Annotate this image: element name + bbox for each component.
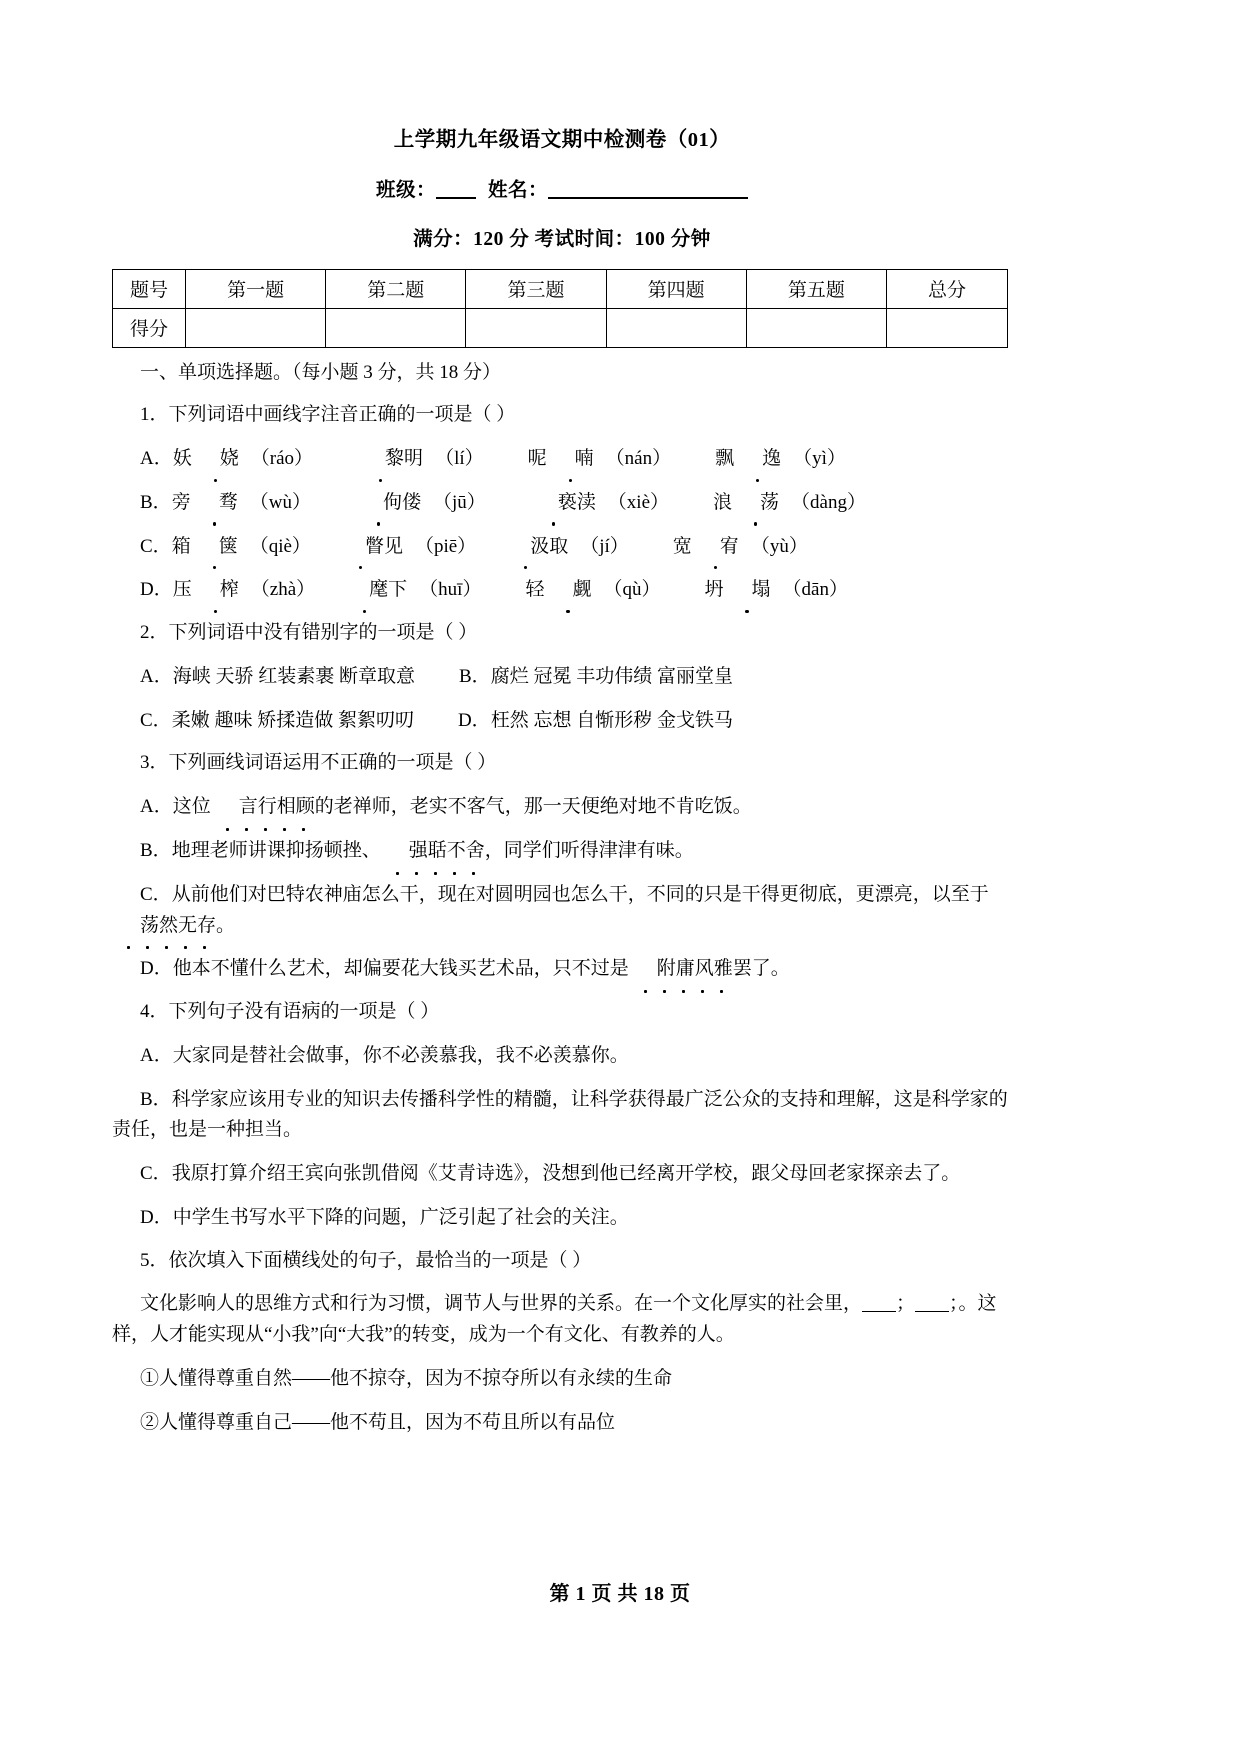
question-4-option-d[interactable] [112,1203,1012,1234]
emphasis-char: 逸 [734,444,781,475]
table-row-header [113,269,1008,308]
fill-blank-1[interactable] [862,1311,896,1312]
class-label: 班级： [375,179,436,201]
question-1-option-b[interactable] [112,488,1012,519]
score-cell-total[interactable] [887,308,1008,347]
question-1-option-d[interactable] [112,575,1012,606]
opt-text: 中学生书写水平下降的问题，广泛引起了社会的关注。 [172,1206,629,1228]
emphasis-char: 骛 [191,488,238,519]
emphasis-char: 黎 [357,444,404,475]
pinyin: （yù） [750,535,808,557]
score-cell-2[interactable] [326,308,466,347]
emphasis-phrase: 强聒不舍 [381,836,485,867]
name-blank[interactable] [548,197,748,199]
score-cell-1[interactable] [186,308,326,347]
pinyin: （piē） [414,535,477,557]
option-letter-d: D． [457,709,491,731]
fill-blank-2[interactable] [915,1311,949,1312]
pinyin: （jū） [432,491,486,513]
emphasis-char: 榨 [192,575,239,606]
question-5-choice-2[interactable]: ②人懂得尊重自己——他不苟且，因为不苟且所以有品位 [140,1411,616,1433]
opt-word-pre: 坍 [704,579,724,601]
option-letter-b: B． [459,665,491,687]
pinyin: （zhà） [250,579,316,601]
option-letter: C． [140,1163,172,1185]
option-letter: D． [140,579,173,601]
name-label: 姓名： [488,179,549,201]
score-cell-3[interactable] [466,308,606,347]
question-4-stem: 4．下列句子没有语病的一项是（ ） [140,1001,440,1023]
opt-word-pre: 箱 [171,535,191,557]
marks-time-line: 满分：120 分 考试时间：100 分钟 [413,228,711,250]
pinyin: （jí） [580,535,629,557]
opt-word-pre: 妖 [172,448,192,470]
opt-text-post: 的老禅师，老实不客气，那一天便绝对地不肯吃饭。 [314,796,752,818]
section-title-note: （每小题 3 分，共 18 分） [292,361,502,383]
opt-word-post: 见 [383,535,403,557]
opt-word-pre: 压 [172,579,192,601]
student-id-line [112,174,1012,202]
question-2-option-a[interactable]: 海峡 天骄 红装素裹 断章取意 [172,665,415,687]
score-table-col-total: 总分 [887,269,1008,308]
question-3-option-b[interactable] [112,836,1012,867]
question-4-option-b[interactable] [112,1085,1012,1147]
opt-word-pre: 宽 [672,535,692,557]
option-letter: B． [140,491,172,513]
emphasis-char: 荡 [732,488,779,519]
pinyin: （lí） [435,448,484,470]
opt-text-post: ，同学们听得津津有味。 [484,840,694,862]
opt-word-pre: 轻 [525,579,545,601]
emphasis-char: 亵 [530,488,577,519]
question-5-stem: 5．依次填入下面横线处的句子，最恰当的一项是（ ） [140,1249,592,1271]
pinyin: （qiè） [249,535,311,557]
question-5-choice-1[interactable]: ①人懂得尊重自然——他不掠夺，因为不掠夺所以有永续的生命 [140,1367,673,1389]
option-letter-c: C． [140,709,172,731]
pinyin: （yì） [793,448,846,470]
question-3-option-a[interactable] [112,792,1012,823]
pinyin: （xiè） [607,491,670,513]
emphasis-char: 瞥 [337,532,384,563]
option-letter: C． [140,535,172,557]
opt-text-post: 。 [216,914,236,936]
option-letter: A． [140,448,173,470]
emphasis-char: 塌 [724,575,771,606]
page-content [112,0,1012,1439]
question-1-option-a[interactable] [112,444,1012,475]
opt-text-pre: 他本不懂什么艺术，却偏要花大钱买艺术品，只不过是 [172,958,629,980]
page-footer: 第 1 页 共 18 页 [549,1583,691,1605]
class-blank[interactable] [436,197,476,199]
question-1-option-c[interactable] [112,532,1012,563]
opt-text-pre: 这位 [172,796,211,818]
score-cell-5[interactable] [746,308,886,347]
emphasis-char: 汲 [502,532,549,563]
score-cell-4[interactable] [606,308,746,347]
passage-part-2: 。这样，人才能实现从“小我”向“大我”的转变，成为一个有文化、有教养的人。 [112,1293,997,1346]
opt-word-post: 取 [549,535,569,557]
pinyin: （dān） [782,579,848,601]
question-1-stem: 1．下列词语中画线字注音正确的一项是（ ） [140,404,516,426]
option-letter: C． [140,883,172,905]
opt-word-pre: 飘 [715,448,735,470]
emphasis-char: 觑 [544,575,591,606]
score-table-row-label-1: 题号 [113,269,186,308]
question-2-stem: 2．下列词语中没有错别字的一项是（ ） [140,622,478,644]
section-title-prefix: 一、单项选择题。 [140,361,293,383]
emphasis-char: 娆 [192,444,239,475]
opt-text-pre: 地理老师讲课抑扬顿挫、 [171,840,381,862]
opt-text: 大家同是替社会做事，你不必羡慕我，我不必羡慕你。 [172,1044,629,1066]
score-table-row-label-2: 得分 [113,308,186,347]
question-2-option-d[interactable]: 枉然 忘想 自惭形秽 金戈铁马 [490,709,733,731]
question-4-option-c[interactable] [112,1159,1012,1190]
emphasis-phrase: 言行相顾 [211,792,315,823]
emphasis-char: 喃 [547,444,594,475]
table-row-scores [113,308,1008,347]
opt-word-post: 偻 [401,491,421,513]
question-3-stem: 3．下列画线词语运用不正确的一项是（ ） [140,752,497,774]
question-3-option-c[interactable] [112,880,1012,942]
passage-part-1: 文化影响人的思维方式和行为习惯，调节人与世界的关系。在一个文化厚实的社会里， [140,1293,863,1315]
question-2-option-row-2 [112,706,1012,737]
pinyin: （nán） [605,448,672,470]
section-heading [112,358,1012,389]
option-letter: B． [140,840,172,862]
page-title: 上学期九年级语文期中检测卷（01） [393,129,731,151]
question-2-option-row-1 [112,662,1012,693]
opt-word-pre: 旁 [171,491,191,513]
option-letter: D． [140,1206,173,1228]
question-2-option-c[interactable]: 柔嫩 趣味 矫揉造做 絮絮叨叨 [171,709,414,731]
score-table [112,269,1008,348]
score-table-col-2: 第二题 [326,269,466,308]
pinyin: （dàng） [791,491,866,513]
opt-word-pre: 呢 [527,448,547,470]
pinyin: （huī） [419,579,482,601]
option-letter: A． [140,796,173,818]
score-table-col-1: 第一题 [186,269,326,308]
opt-text: 科学家应该用专业的知识去传播科学性的精髓，让科学获得最广泛公众的支持和理解，这是科学家的责任，也是一种担当。 [112,1088,1008,1141]
question-2-option-b[interactable]: 腐烂 冠冕 丰功伟绩 富丽堂皇 [490,665,733,687]
opt-word-post: 渎 [576,491,596,513]
option-letter: A． [140,1044,173,1066]
emphasis-char: 麾 [341,575,388,606]
emphasis-char: 佝 [355,488,402,519]
option-letter: D． [140,958,173,980]
score-table-col-4: 第四题 [606,269,746,308]
emphasis-phrase: 附庸风雅 [629,954,733,985]
emphasis-phrase: 荡然无存 [112,911,216,942]
opt-text-pre: 从前他们对巴特农神庙怎么干，现在对圆明园也怎么干，不同的只是干得更彻底，更漂亮，以至于 [171,883,989,905]
opt-word-post: 下 [388,579,408,601]
pinyin: （qù） [603,579,661,601]
opt-text-post: 罢了。 [732,958,790,980]
pinyin: （ráo） [250,448,314,470]
emphasis-char: 箧 [191,532,238,563]
opt-word-pre: 浪 [713,491,733,513]
option-letter: B． [140,1088,172,1110]
question-5-passage: 文化影响人的思维方式和行为习惯，调节人与世界的关系。在一个文化厚实的社会里， ； ；。这样，人才能实现从“小我”向“大我”的转变，成为一个有文化、有教养的人。 [112,1293,997,1346]
question-3-option-d[interactable] [112,954,1012,985]
emphasis-char: 宥 [692,532,739,563]
question-4-option-a[interactable] [112,1041,1012,1072]
score-table-col-5: 第五题 [746,269,886,308]
opt-word-post: 明 [404,448,424,470]
pinyin: （wù） [249,491,311,513]
opt-text: 我原打算介绍王宾向张凯借阅《艾青诗选》，没想到他已经离开学校，跟父母回老家探亲去了。 [171,1163,961,1185]
score-table-col-3: 第三题 [466,269,606,308]
option-letter-a: A． [140,665,173,687]
